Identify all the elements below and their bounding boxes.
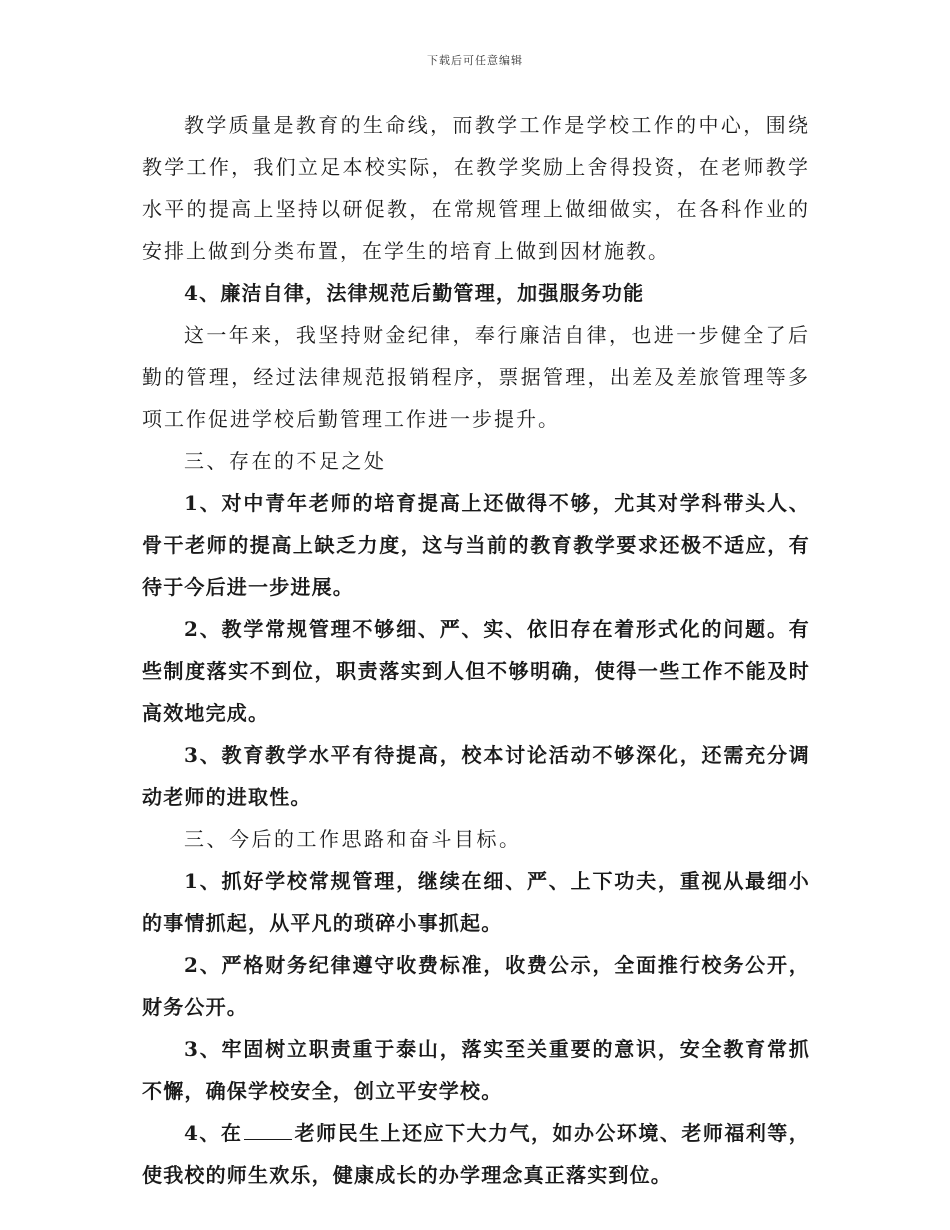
paragraph-shortcoming-3: 3、教育教学水平有待提高，校本讨论活动不够深化，还需充分调动老师的进取性。	[142, 743, 810, 809]
paragraph-goal-1: 1、抓好学校常规管理，继续在细、严、上下功夫，重视从最细小的事情抓起，从平凡的琐碎小事抓起。	[142, 869, 810, 935]
goal-4-text-before: 4、在	[184, 1121, 243, 1145]
section-heading-future-goals: 三、今后的工作思路和奋斗目标。	[184, 827, 522, 851]
paragraph-teaching-quality: 教学质量是教育的生命线，而教学工作是学校工作的中心，围绕教学工作，我们立足本校实际，在教学奖励上舍得投资，在老师教学水平的提高上坚持以研促教，在常规管理上做细做实，在各科作业的安排上做到分类布置，在学生的培育上做到因材施教。	[142, 113, 810, 263]
section-heading-logistics: 4、廉洁自律，法律规范后勤管理，加强服务功能	[184, 281, 645, 305]
page-header: 下载后可任意编辑	[427, 54, 523, 67]
section-heading-shortcomings: 三、存在的不足之处	[184, 449, 387, 473]
paragraph-goal-2: 2、严格财务纪律遵守收费标准，收费公示，全面推行校务公开，财务公开。	[142, 953, 810, 1019]
paragraph-shortcoming-2: 2、教学常规管理不够细、严、实、依旧存在着形式化的问题。有些制度落实不到位，职责落实到人但不够明确，使得一些工作不能及时高效地完成。	[142, 617, 810, 725]
goal-4-text-after: 老师民生上还应下大力气，如办公环境、老师福利等，使我校的师生欢乐，健康成长的办学理念真正落实到位。	[142, 1121, 810, 1187]
paragraph-logistics: 这一年来，我坚持财金纪律，奉行廉洁自律，也进一步健全了后勤的管理，经过法律规范报销程序，票据管理，出差及差旅管理等多项工作促进学校后勤管理工作进一步提升。	[142, 323, 810, 431]
paragraph-goal-4	[142, 1112, 810, 1196]
document-body	[142, 104, 810, 1196]
fill-in-blank	[244, 1121, 292, 1140]
paragraph-shortcoming-1: 1、对中青年老师的培育提高上还做得不够，尤其对学科带头人、骨干老师的提高上缺乏力度，这与当前的教育教学要求还极不适应，有待于今后进一步进展。	[142, 491, 810, 599]
paragraph-goal-3: 3、牢固树立职责重于泰山，落实至关重要的意识，安全教育常抓不懈，确保学校安全，创立平安学校。	[142, 1037, 810, 1103]
